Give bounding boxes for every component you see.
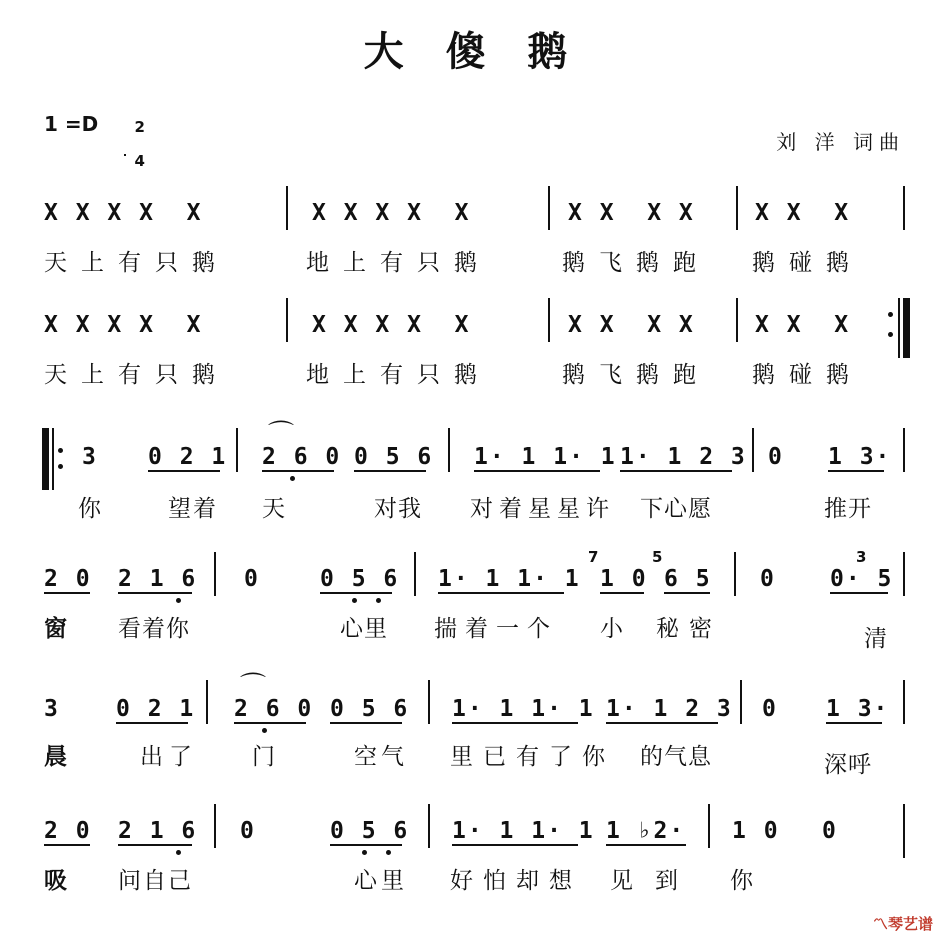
- notes-b: 2 1 6: [118, 566, 198, 592]
- lyric-m3: 鹅飞鹅跑: [562, 362, 710, 388]
- notes-g: 0: [768, 444, 784, 470]
- grace-note-3: 3: [856, 548, 867, 566]
- arc-slur: ⌒: [268, 420, 295, 450]
- notes-c: 2 6 0: [262, 444, 342, 470]
- arc-slur: ⌒: [240, 672, 267, 702]
- key-signature: 1 =D: [44, 112, 99, 136]
- time-signature: [124, 102, 145, 170]
- lyric-c: 心里: [340, 616, 388, 642]
- lyric-c: 天: [262, 496, 286, 522]
- notes-g: 1 0: [732, 818, 780, 844]
- notes-e: 1· 1 1· 1: [474, 444, 617, 470]
- time-sig-top: 2: [134, 118, 145, 136]
- lyric-m1: 天上有只鹅: [44, 250, 229, 276]
- notes-m4: X X X: [755, 312, 851, 338]
- notes-h: 1 3·: [826, 696, 890, 722]
- lyric-d: 揣着一个: [434, 616, 558, 642]
- notes-f: 1· 1 2 3: [606, 696, 733, 722]
- notes-a: 2 0: [44, 566, 92, 592]
- lyric-g: 清: [864, 626, 888, 652]
- lyric-e: 里已有了你: [450, 744, 615, 770]
- watermark-icon: 〽: [872, 915, 888, 933]
- watermark-text: 琴艺谱: [887, 915, 933, 933]
- lyric-a: 你: [78, 496, 102, 522]
- notes-m3: X X X X: [568, 312, 695, 338]
- notes-g: 0: [762, 696, 778, 722]
- notes-e: 1· 1 1· 1: [438, 566, 581, 592]
- notes-f: 1 ♭2·: [606, 818, 686, 844]
- notes-i: 0· 5: [830, 566, 894, 592]
- watermark-logo: [873, 913, 933, 934]
- notes-b: 0 2 1: [116, 696, 196, 722]
- lyric-m3: 鹅飞鹅跑: [562, 250, 710, 276]
- lyric-a: 晨: [44, 744, 68, 770]
- lyric-m4: 鹅碰鹅: [752, 250, 863, 276]
- lyric-m2: 地上有只鹅: [306, 362, 491, 388]
- notes-d: 0 5 6: [354, 444, 434, 470]
- lyric-a: 窗: [44, 616, 68, 642]
- lyric-e: 见到: [610, 868, 700, 894]
- lyric-b: 看着你: [118, 616, 190, 642]
- lyric-d: 对我: [374, 496, 422, 522]
- lyric-m1: 天上有只鹅: [44, 362, 229, 388]
- lyric-g: 深呼: [824, 752, 872, 778]
- notes-d: 0 5 6: [330, 818, 410, 844]
- notes-f: 1 0: [600, 566, 648, 592]
- lyric-f: 你: [730, 868, 754, 894]
- song-title: 大 傻 鹅: [363, 29, 582, 75]
- author-credit: 刘 洋 词曲: [776, 130, 905, 154]
- notes-m2: X X X X X: [312, 312, 471, 338]
- lyric-f: 秘密: [656, 616, 722, 642]
- notes-e: 1· 1 1· 1: [452, 818, 595, 844]
- grace-note-2: 5: [652, 548, 663, 566]
- notes-c: 0: [244, 566, 260, 592]
- lyric-g: 推开: [824, 496, 872, 522]
- lyric-e: 小: [600, 616, 624, 642]
- lyric-m2: 地上有只鹅: [306, 250, 491, 276]
- notes-g: 6 5: [664, 566, 712, 592]
- notes-m1: X X X X X: [44, 312, 203, 338]
- notes-b: 0 2 1: [148, 444, 228, 470]
- notes-c: 0: [240, 818, 256, 844]
- lyric-m4: 鹅碰鹅: [752, 362, 863, 388]
- lyric-c: 心里: [354, 868, 408, 894]
- lyric-d: 空气: [354, 744, 408, 770]
- notes-h: 1 3·: [828, 444, 892, 470]
- lyric-c: 门: [252, 744, 276, 770]
- notes-a: 3: [82, 444, 98, 470]
- notes-h: 0: [760, 566, 776, 592]
- notes-a: 3: [44, 696, 60, 722]
- lyric-b: 出了: [140, 744, 198, 770]
- notes-a: 2 0: [44, 818, 92, 844]
- lyric-b: 问自己: [118, 868, 193, 894]
- notes-b: 2 1 6: [118, 818, 198, 844]
- grace-note-1: 7: [588, 548, 599, 566]
- lyric-b: 望着: [168, 496, 218, 522]
- notes-d: 0 5 6: [320, 566, 400, 592]
- notes-c: 2 6 0: [234, 696, 314, 722]
- notes-e: 1· 1 1· 1: [452, 696, 595, 722]
- lyric-f: 下心愿: [640, 496, 712, 522]
- notes-m2: X X X X X: [312, 200, 471, 226]
- lyric-e: 对着星星许: [470, 496, 615, 522]
- notes-m4: X X X: [755, 200, 851, 226]
- lyric-d: 好怕却想: [450, 868, 582, 894]
- notes-m3: X X X X: [568, 200, 695, 226]
- lyric-f: 的气息: [640, 744, 712, 770]
- notes-d: 0 5 6: [330, 696, 410, 722]
- notes-m1: X X X X X: [44, 200, 203, 226]
- notes-h: 0: [822, 818, 838, 844]
- lyric-a: 吸: [44, 868, 68, 894]
- notes-f: 1· 1 2 3: [620, 444, 747, 470]
- time-sig-bottom: 4: [134, 152, 145, 170]
